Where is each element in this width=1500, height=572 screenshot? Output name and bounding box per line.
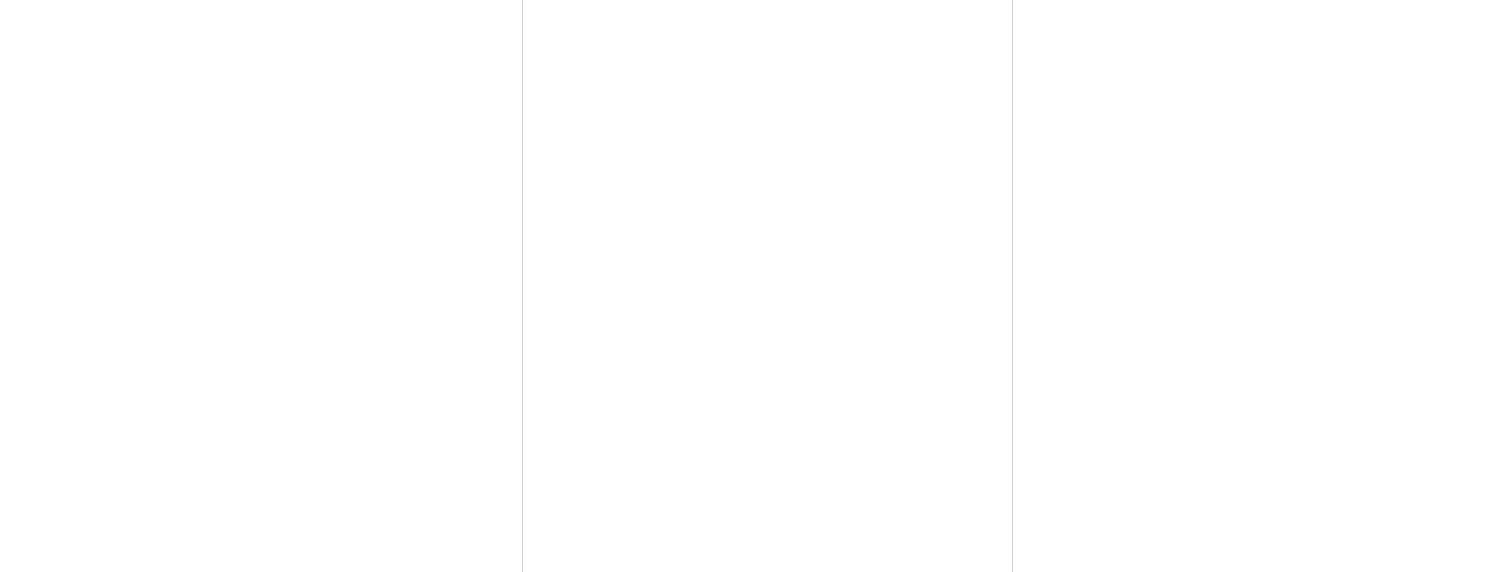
column-divider — [522, 0, 523, 572]
column-divider — [1012, 0, 1013, 572]
